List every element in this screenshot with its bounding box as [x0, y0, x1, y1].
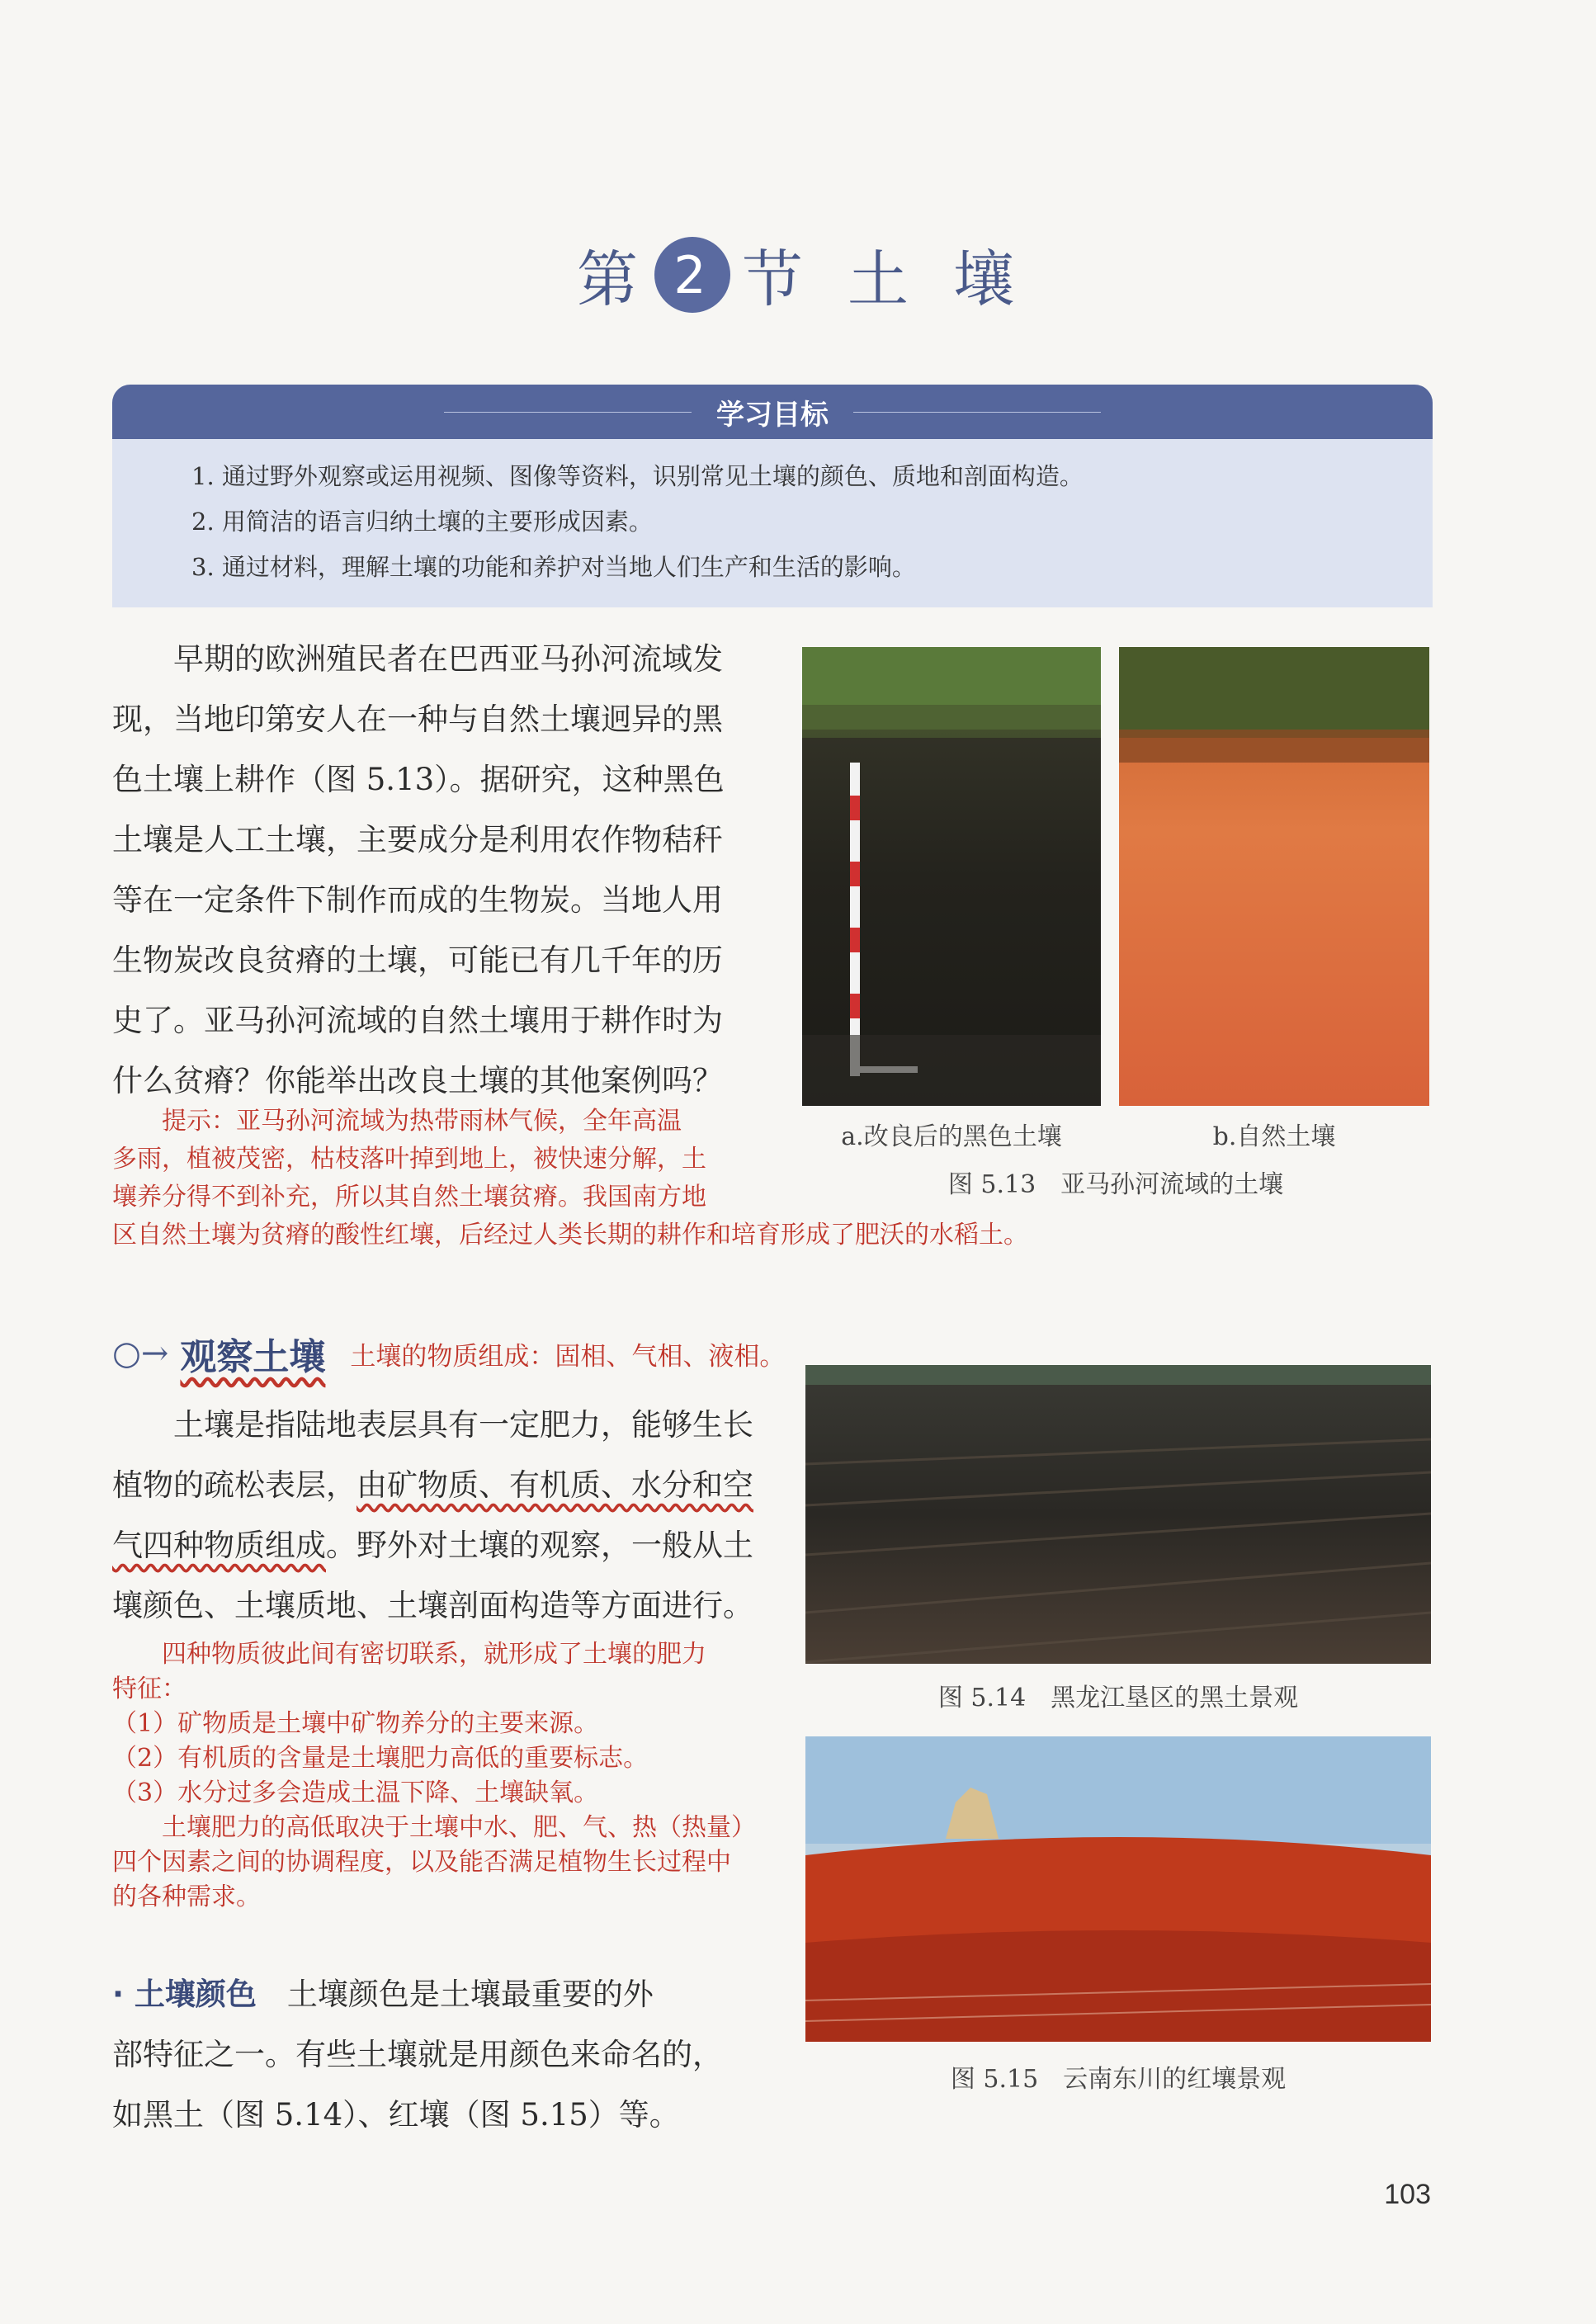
section-title [0, 231, 1596, 319]
title-word-1: 土 [848, 244, 914, 315]
text-line: 早期的欧洲殖民者在巴西亚马孙河流域发 [112, 641, 723, 677]
text-line: 壤颜色、土壤质地、土壤剖面构造等方面进行。 [112, 1588, 753, 1623]
note-line: 多雨，植被茂密，枯枝落叶掉到地上，被快速分解，土 [112, 1145, 706, 1174]
figure-caption-5-14: 图 5.14 黑龙江垦区的黑土景观 [937, 1684, 1299, 1712]
note-line: （2）有机质的含量是土壤肥力高低的重要标志。 [112, 1744, 649, 1773]
text-run: 植物的疏松表层， [112, 1467, 357, 1503]
text-line: 等在一定条件下制作而成的生物炭。当地人用 [112, 882, 723, 918]
note-line: 土壤肥力的高低取决于土壤中水、肥、气、热（热量） [112, 1813, 756, 1842]
text-line: 土壤是指陆地表层具有一定肥力，能够生长 [112, 1407, 753, 1443]
note-line: 区自然土壤为贫瘠的酸性红壤，后经过人类长期的耕作和培育形成了肥沃的水稻土。 [112, 1221, 1028, 1249]
section-number-badge: 2 [654, 237, 730, 313]
goal-item: 3. 通过材料，理解土壤的功能和养护对当地人们生产和生活的影响。 [191, 553, 916, 581]
photo-improved-black-soil [802, 647, 1101, 1106]
intro-paragraph [112, 629, 772, 1111]
title-prefix: 第 [577, 244, 643, 315]
text-line: 部特征之一。有些土壤就是用颜色来命名的， [112, 2037, 723, 2072]
learning-goals-list [112, 439, 1433, 590]
note-line: 特征： [112, 1675, 187, 1703]
section-heading-note: 土壤的物质组成：固相、气相、液相。 [350, 1341, 786, 1372]
note-line: （3）水分过多会造成土温下降、土壤缺氧。 [112, 1778, 599, 1807]
title-word-2: 壤 [953, 244, 1019, 315]
text-line: 如黑土（图 5.14）、红壤（图 5.15）等。 [112, 2097, 680, 2133]
figure-caption-5-13: 图 5.13 亚马孙河流域的土壤 [947, 1170, 1284, 1199]
text-line: 现，当地印第安人在一种与自然土壤迥异的黑 [112, 701, 723, 737]
caption-b: b.自然土壤 [1212, 1122, 1336, 1151]
text-line: 什么贫瘠？你能举出改良土壤的其他案例吗？ [112, 1063, 723, 1098]
note-line: 四种物质彼此间有密切联系，就形成了土壤的肥力 [112, 1640, 706, 1669]
observe-paragraph [112, 1395, 789, 1636]
soil-color-title: · 土壤颜色 [112, 1977, 257, 2012]
photo-red-soil-landscape [805, 1736, 1431, 2042]
text-line [112, 1515, 789, 1575]
intro-hint-note-wide [112, 1216, 1466, 1254]
note-line: 的各种需求。 [112, 1882, 261, 1911]
goal-item: 2. 用简洁的语言归纳土壤的主要形成因素。 [191, 508, 653, 536]
text-run: 土壤颜色是土壤最重要的外 [256, 1977, 654, 2012]
section-heading-text: 观察土壤 [180, 1336, 326, 1378]
note-line: 壤养分得不到补充，所以其自然土壤贫瘠。我国南方地 [112, 1183, 706, 1212]
observe-notes [112, 1637, 789, 1915]
note-line: 四个因素之间的协调程度，以及能否满足植物生长过程中 [112, 1848, 731, 1877]
learning-goals-header [112, 385, 1433, 439]
text-run: 。野外对土壤的观察，一般从土 [326, 1528, 753, 1563]
emphasized-text: 气四种物质组成 [112, 1528, 326, 1563]
divider [853, 412, 1101, 413]
text-line: 史了。亚马孙河流域的自然土壤用于耕作时为 [112, 1003, 723, 1038]
section-heading-observe-soil [112, 1327, 785, 1380]
text-line: 土壤是人工土壤，主要成分是利用农作物秸秆 [112, 822, 723, 857]
note-line: 提示：亚马孙河流域为热带雨林气候，全年高温 [112, 1107, 682, 1136]
text-line [112, 1964, 789, 2024]
learning-goals-box [112, 385, 1433, 607]
figure-caption-5-15: 图 5.15 云南东川的红壤景观 [950, 2065, 1287, 2094]
photo-black-soil-field [805, 1365, 1431, 1664]
emphasized-text: 由矿物质、有机质、水分和空 [357, 1467, 753, 1503]
photo-natural-red-soil [1119, 647, 1429, 1106]
page-number: 103 [1384, 2179, 1431, 2210]
text-line [112, 1455, 789, 1515]
divider [444, 412, 692, 413]
intro-hint-note [112, 1103, 772, 1216]
soil-color-paragraph [112, 1964, 789, 2145]
arrow-icon: ○→ [112, 1334, 169, 1372]
goal-item: 1. 通过野外观察或运用视频、图像等资料，识别常见土壤的颜色、质地和剖面构造。 [191, 462, 1084, 490]
title-suffix: 节 [742, 244, 808, 315]
note-line: （1）矿物质是土壤中矿物养分的主要来源。 [112, 1709, 599, 1738]
learning-goals-heading: 学习目标 [716, 398, 829, 432]
caption-a: a.改良后的黑色土壤 [841, 1122, 1062, 1151]
text-line: 生物炭改良贫瘠的土壤，可能已有几千年的历 [112, 942, 723, 978]
text-line: 色土壤上耕作（图 5.13）。据研究，这种黑色 [112, 762, 725, 797]
